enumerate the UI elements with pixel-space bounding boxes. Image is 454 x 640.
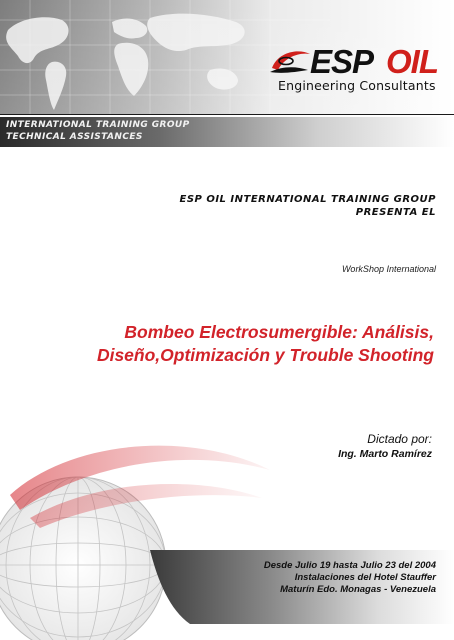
event-location: Maturín Edo. Monagas - Venezuela <box>280 584 436 595</box>
title-line-1: Bombeo Electrosumergible: Análisis, <box>124 322 434 342</box>
presents-line-2: PRESENTA EL <box>355 207 436 218</box>
band-line-1: INTERNATIONAL TRAINING GROUP <box>6 120 190 130</box>
logo-swoosh-icon <box>268 46 312 76</box>
presents-line-1: ESP OIL INTERNATIONAL TRAINING GROUP <box>179 194 436 205</box>
logo-oil-text: OIL <box>386 43 438 80</box>
event-details <box>264 560 436 596</box>
presents-block <box>179 193 436 219</box>
logo-esp-text: ESP <box>310 43 374 80</box>
esp-oil-logo <box>268 42 454 98</box>
document-title <box>97 321 434 367</box>
header <box>0 0 454 115</box>
event-venue: Instalaciones del Hotel Stauffer <box>294 572 436 583</box>
instructor-name: Ing. Marto Ramírez <box>338 448 432 460</box>
footer-globe-art <box>0 400 454 640</box>
logo-tagline: Engineering Consultants <box>278 78 436 93</box>
header-divider <box>0 114 454 115</box>
title-line-2: Diseño,Optimización y Trouble Shooting <box>96 345 434 365</box>
instructor-label: Dictado por: <box>367 432 432 446</box>
event-dates: Desde Julio 19 hasta Julio 23 del 2004 <box>263 560 436 571</box>
workshop-label: WorkShop International <box>341 264 436 274</box>
training-group-band <box>0 117 454 147</box>
band-line-2: TECHNICAL ASSISTANCES <box>6 132 143 142</box>
